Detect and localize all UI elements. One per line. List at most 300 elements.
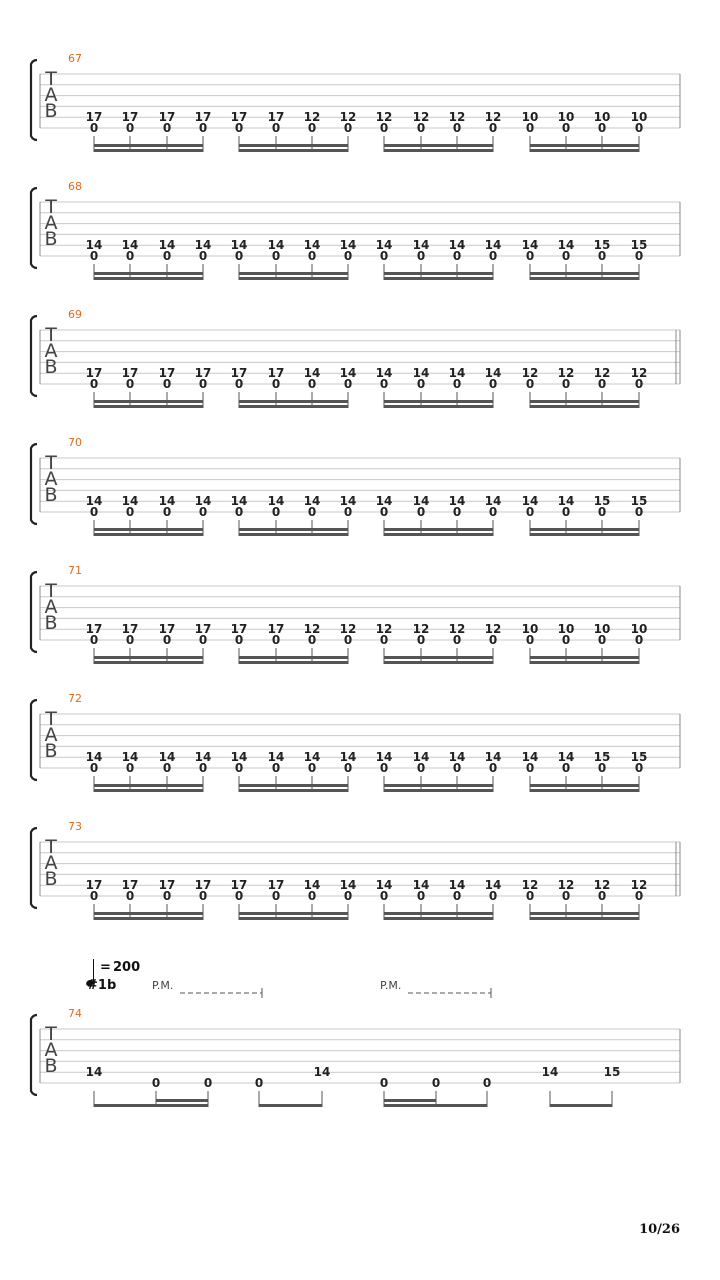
beam [384,405,493,408]
fret-number: 14 [158,494,176,509]
beam [94,917,203,920]
beam [530,912,639,915]
beam [384,533,493,536]
fret-number: 15 [603,1065,621,1080]
fret-number: 0 [634,249,644,263]
fret-number: 0 [151,1076,161,1090]
fret-number: 12 [521,366,539,381]
fret-number: 17 [158,622,176,637]
fret-number: 0 [597,377,607,391]
beam [239,405,348,408]
fret-number: 17 [267,878,285,893]
fret-number: 10 [593,622,611,637]
fret-number: 10 [630,110,648,125]
fret-number: 14 [412,878,430,893]
fret-number: 14 [339,494,357,509]
beam [94,528,203,531]
fret-number: 0 [634,633,644,647]
fret-number: 17 [158,110,176,125]
fret-number: 17 [121,110,139,125]
fret-number: 0 [307,377,317,391]
fret-number: 0 [379,1076,389,1090]
fret-number: 17 [194,622,212,637]
fret-number: 14 [121,750,139,765]
beam [384,528,493,531]
beam [94,789,203,792]
beam [384,789,493,792]
system-bracket [31,572,37,652]
fret-number: 0 [234,761,244,775]
tab-clef-letter: B [44,484,58,506]
fret-number: 12 [557,878,575,893]
beam [530,405,639,408]
fret-number: 0 [343,633,353,647]
tab-system [31,308,680,408]
fret-number: 10 [521,110,539,125]
fret-number: 14 [339,878,357,893]
fret-number: 0 [307,249,317,263]
beam [239,400,348,403]
tab-clef-letter: A [44,596,58,618]
beam [239,656,348,659]
fret-number: 0 [343,505,353,519]
measure-number: 68 [68,180,82,193]
tab-clef-letter: T [45,580,57,602]
fret-number: 0 [271,761,281,775]
fret-number: 0 [482,1076,492,1090]
fret-number: 14 [230,238,248,253]
section-marker: #1b [87,978,117,993]
fret-number: 0 [234,249,244,263]
fret-number: 14 [339,238,357,253]
tab-system [31,564,680,664]
fret-number: 17 [267,622,285,637]
fret-number: 0 [89,505,99,519]
fret-number: 0 [198,249,208,263]
fret-number: 14 [303,878,321,893]
fret-number: 0 [125,761,135,775]
fret-number: 14 [194,750,212,765]
fret-number: 0 [162,633,172,647]
beam [239,917,348,920]
beam [94,144,203,147]
fret-number: 0 [125,633,135,647]
fret-number: 12 [630,366,648,381]
beam [94,533,203,536]
fret-number: 0 [271,633,281,647]
fret-number: 0 [416,377,426,391]
fret-number: 0 [488,889,498,903]
fret-number: 0 [561,249,571,263]
fret-number: 12 [484,110,502,125]
tab-clef-letter: T [45,708,57,730]
beam [530,917,639,920]
fret-number: 14 [484,878,502,893]
fret-number: 17 [267,110,285,125]
fret-number: 0 [254,1076,264,1090]
fret-number: 10 [521,622,539,637]
fret-number: 14 [484,366,502,381]
fret-number: 0 [307,121,317,135]
fret-number: 0 [379,505,389,519]
tab-clef-letter: A [44,84,58,106]
beam [94,277,203,280]
fret-number: 0 [452,249,462,263]
fret-number: 0 [561,505,571,519]
beam [239,144,348,147]
measure-number: 69 [68,308,82,321]
beam [94,784,203,787]
fret-number: 0 [343,377,353,391]
fret-number: 14 [557,494,575,509]
tab-clef-letter: B [44,228,58,250]
tab-clef-letter: A [44,212,58,234]
fret-number: 0 [597,505,607,519]
fret-number: 14 [375,366,393,381]
fret-number: 0 [525,377,535,391]
system-bracket [31,1015,37,1095]
beam [530,656,639,659]
tab-clef-letter: T [45,68,57,90]
tab-system [31,180,680,280]
beam [384,149,493,152]
fret-number: 14 [85,750,103,765]
fret-number: 14 [521,494,539,509]
fret-number: 0 [271,505,281,519]
fret-number: 12 [557,366,575,381]
fret-number: 14 [375,878,393,893]
fret-number: 0 [162,761,172,775]
fret-number: 0 [416,761,426,775]
fret-number: 0 [597,249,607,263]
fret-number: 0 [379,889,389,903]
fret-number: 17 [267,366,285,381]
fret-number: 0 [271,121,281,135]
beam [384,400,493,403]
fret-number: 14 [303,366,321,381]
fret-number: 0 [525,121,535,135]
system-bracket [31,828,37,908]
beam [239,784,348,787]
fret-number: 17 [230,622,248,637]
beam [94,661,203,664]
beam [384,917,493,920]
fret-number: 0 [198,889,208,903]
beam [530,272,639,275]
fret-number: 14 [375,750,393,765]
fret-number: 0 [307,889,317,903]
fret-number: 14 [484,750,502,765]
tab-clef-letter: A [44,1039,58,1061]
fret-number: 0 [525,761,535,775]
fret-number: 14 [230,750,248,765]
tab-clef-letter: B [44,612,58,634]
system-bracket [31,188,37,268]
fret-number: 12 [521,878,539,893]
fret-number: 0 [198,761,208,775]
fret-number: 14 [158,238,176,253]
tab-clef-letter: B [44,356,58,378]
fret-number: 0 [89,121,99,135]
fret-number: 12 [484,622,502,637]
fret-number: 12 [448,110,466,125]
tab-clef-letter: A [44,340,58,362]
fret-number: 10 [557,110,575,125]
beam [384,784,493,787]
fret-number: 14 [412,238,430,253]
fret-number: 0 [561,121,571,135]
beam [530,144,639,147]
beam [94,405,203,408]
beam [239,533,348,536]
fret-number: 10 [557,622,575,637]
fret-number: 0 [597,633,607,647]
fret-number: 0 [125,505,135,519]
beam [94,1104,208,1107]
fret-number: 0 [343,889,353,903]
beam [259,1104,322,1107]
fret-number: 17 [230,878,248,893]
fret-number: 17 [158,366,176,381]
fret-number: 14 [303,750,321,765]
beam [94,400,203,403]
tempo-value: 200 [113,960,141,975]
fret-number: 0 [271,889,281,903]
beam [530,661,639,664]
measure-number: 67 [68,52,82,65]
tab-clef-letter: T [45,1023,57,1045]
fret-number: 12 [448,622,466,637]
beam [530,400,639,403]
fret-number: 0 [379,761,389,775]
fret-number: 14 [557,750,575,765]
fret-number: 14 [448,750,466,765]
fret-number: 14 [158,750,176,765]
fret-number: 14 [303,238,321,253]
fret-number: 0 [452,121,462,135]
palm-mute-label: P.M. [152,979,174,992]
tab-system [31,436,680,536]
fret-number: 0 [597,761,607,775]
fret-number: 0 [198,505,208,519]
fret-number: 12 [593,366,611,381]
system-bracket [31,444,37,524]
fret-number: 0 [488,633,498,647]
fret-number: 12 [303,110,321,125]
fret-number: 0 [125,377,135,391]
beam [384,912,493,915]
system-bracket [31,700,37,780]
fret-number: 0 [597,889,607,903]
fret-number: 0 [634,761,644,775]
fret-number: 12 [412,622,430,637]
fret-number: 0 [307,505,317,519]
beam [384,1099,436,1102]
fret-number: 0 [234,121,244,135]
beam [239,789,348,792]
tab-clef-letter: T [45,452,57,474]
fret-number: 0 [431,1076,441,1090]
fret-number: 14 [313,1065,331,1080]
fret-number: 0 [452,377,462,391]
beam [156,1099,208,1102]
fret-number: 0 [162,505,172,519]
fret-number: 14 [121,238,139,253]
fret-number: 10 [593,110,611,125]
measure-number: 74 [68,1007,82,1020]
tab-clef-letter: B [44,1055,58,1077]
fret-number: 14 [339,750,357,765]
fret-number: 0 [307,761,317,775]
fret-number: 0 [561,633,571,647]
tab-clef-letter: B [44,740,58,762]
fret-number: 14 [412,366,430,381]
fret-number: 0 [525,249,535,263]
fret-number: 0 [634,889,644,903]
beam [239,912,348,915]
fret-number: 14 [557,238,575,253]
fret-number: 14 [521,238,539,253]
fret-number: 14 [194,494,212,509]
fret-number: 12 [375,622,393,637]
fret-number: 0 [89,761,99,775]
beam [239,272,348,275]
tab-clef-letter: A [44,852,58,874]
fret-number: 0 [634,505,644,519]
fret-number: 0 [125,249,135,263]
fret-number: 14 [85,1065,103,1080]
fret-number: 0 [488,121,498,135]
fret-number: 0 [198,377,208,391]
fret-number: 15 [593,750,611,765]
tab-clef-letter: B [44,868,58,890]
beam [530,784,639,787]
fret-number: 14 [194,238,212,253]
system-bracket [31,60,37,140]
fret-number: 0 [634,121,644,135]
fret-number: 14 [85,494,103,509]
fret-number: 0 [234,505,244,519]
fret-number: 0 [271,249,281,263]
fret-number: 0 [198,633,208,647]
fret-number: 17 [85,622,103,637]
fret-number: 15 [593,494,611,509]
fret-number: 0 [203,1076,213,1090]
fret-number: 0 [525,889,535,903]
fret-number: 0 [198,121,208,135]
beam [384,272,493,275]
fret-number: 12 [630,878,648,893]
fret-number: 0 [162,889,172,903]
fret-number: 17 [194,366,212,381]
fret-number: 14 [412,750,430,765]
fret-number: 12 [339,110,357,125]
tab-system [31,52,680,152]
tempo-equals: = [100,960,111,975]
fret-number: 0 [416,121,426,135]
fret-number: 14 [303,494,321,509]
fret-number: 14 [85,238,103,253]
tab-clef-letter: B [44,100,58,122]
fret-number: 0 [634,377,644,391]
fret-number: 14 [448,878,466,893]
system-bracket [31,316,37,396]
tab-clef-letter: T [45,324,57,346]
fret-number: 0 [452,633,462,647]
fret-number: 0 [488,761,498,775]
fret-number: 14 [448,366,466,381]
fret-number: 0 [488,505,498,519]
fret-number: 0 [416,505,426,519]
fret-number: 14 [484,238,502,253]
fret-number: 0 [561,889,571,903]
fret-number: 0 [379,249,389,263]
fret-number: 0 [234,889,244,903]
fret-number: 12 [339,622,357,637]
fret-number: 12 [412,110,430,125]
fret-number: 14 [339,366,357,381]
beam [530,277,639,280]
fret-number: 15 [630,750,648,765]
palm-mute-label: P.M. [380,979,402,992]
measure-number: 70 [68,436,82,449]
fret-number: 14 [121,494,139,509]
fret-number: 0 [416,249,426,263]
fret-number: 14 [230,494,248,509]
fret-number: 0 [89,889,99,903]
fret-number: 12 [593,878,611,893]
fret-number: 0 [125,889,135,903]
beam [384,277,493,280]
fret-number: 0 [488,249,498,263]
fret-number: 0 [452,505,462,519]
fret-number: 17 [85,110,103,125]
fret-number: 0 [452,761,462,775]
fret-number: 14 [267,494,285,509]
fret-number: 0 [561,377,571,391]
fret-number: 0 [416,633,426,647]
fret-number: 0 [488,377,498,391]
fret-number: 14 [448,494,466,509]
fret-number: 0 [452,889,462,903]
fret-number: 0 [162,121,172,135]
fret-number: 0 [89,377,99,391]
fret-number: 0 [597,121,607,135]
fret-number: 14 [541,1065,559,1080]
tab-clef-letter: T [45,196,57,218]
fret-number: 0 [379,633,389,647]
fret-number: 0 [162,377,172,391]
fret-number: 14 [521,750,539,765]
fret-number: 0 [416,889,426,903]
fret-number: 15 [593,238,611,253]
fret-number: 14 [375,238,393,253]
beam [550,1104,612,1107]
fret-number: 14 [412,494,430,509]
tab-clef-letter: T [45,836,57,858]
tab-system [31,820,680,920]
fret-number: 17 [121,622,139,637]
fret-number: 0 [343,761,353,775]
fret-number: 14 [267,238,285,253]
fret-number: 17 [121,366,139,381]
fret-number: 0 [343,249,353,263]
fret-number: 0 [307,633,317,647]
tab-system-last [31,959,680,1107]
beam [94,149,203,152]
fret-number: 0 [343,121,353,135]
fret-number: 0 [271,377,281,391]
